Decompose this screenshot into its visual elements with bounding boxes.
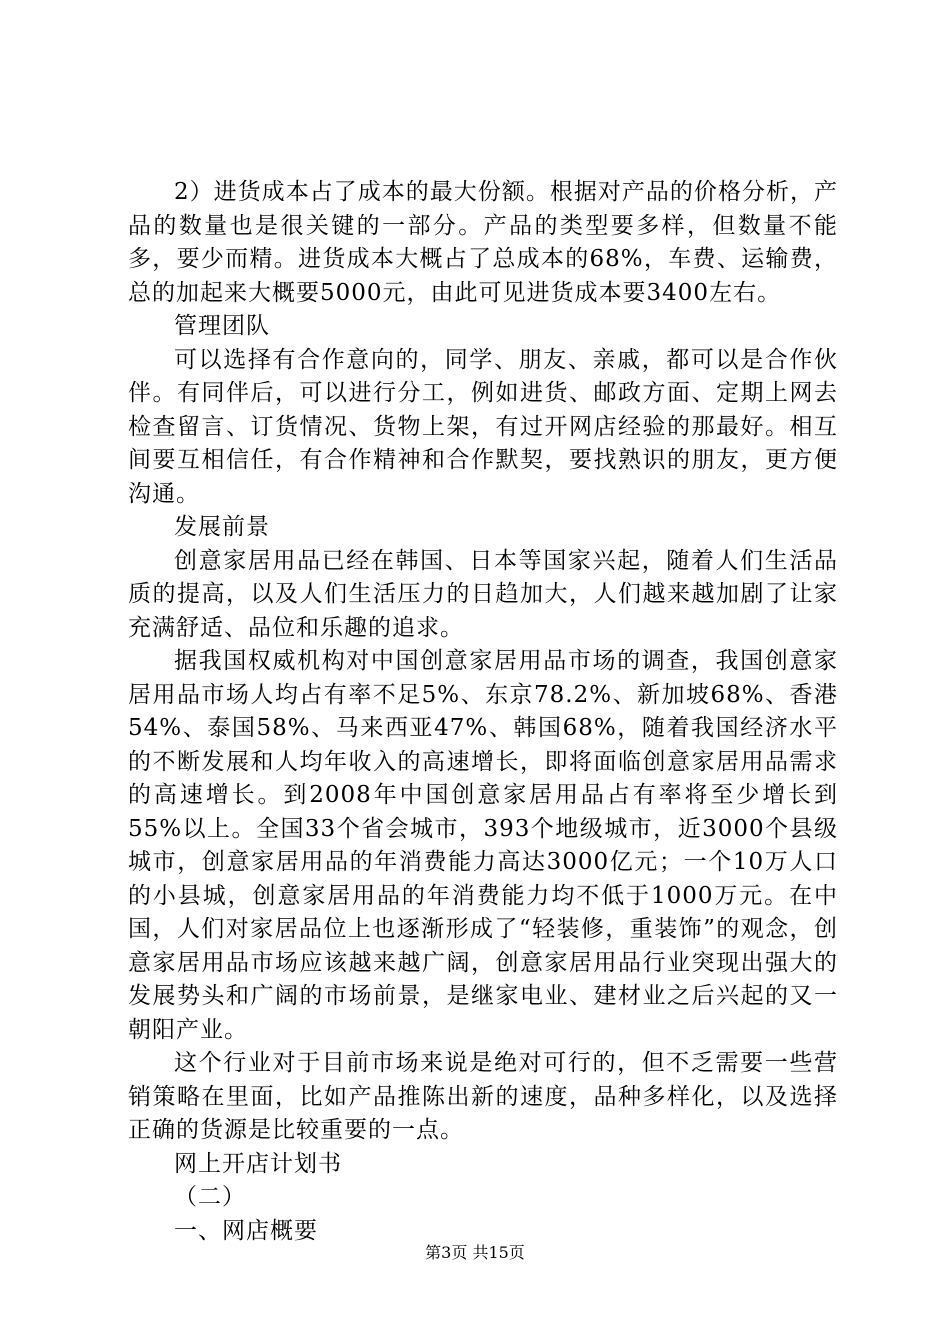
page-number: 第3页 共15页 <box>425 1243 525 1262</box>
page-footer <box>0 1243 950 1263</box>
heading-online-shop-plan: 网上开店计划书 <box>174 1150 342 1177</box>
heading-management-team: 管理团队 <box>174 313 270 339</box>
paragraph-management-team: 可以选择有合作意向的，同学、朋友、亲戚，都可以是合作伙伴。有同伴后，可以进行分工，例如进货、邮政方面、定期上网去检查留言、订货情况、货物上架，有过开网店经验的那最好。相互间要互相信任，有合作精神和合作默契，要找熟识的朋友，更方便沟通。 <box>128 346 838 507</box>
paragraph-prospects-intro: 创意家居用品已经在韩国、日本等国家兴起，随着人们生活品质的提高，以及人们生活压力的日趋加大，人们越来越加剧了让家充满舒适、品位和乐趣的追求。 <box>128 547 838 641</box>
heading-part-two: （二） <box>174 1184 246 1210</box>
heading-development-prospects: 发展前景 <box>174 514 270 540</box>
paragraph-feasibility: 这个行业对于目前市场来说是绝对可行的，但不乏需要一些营销策略在里面，比如产品推陈出新的速度，品种多样化，以及选择正确的货源是比较重要的一点。 <box>128 1050 838 1143</box>
document-body <box>128 176 838 1248</box>
paragraph-market-survey: 据我国权威机构对中国创意家居用品市场的调查，我国创意家居用品市场人均占有率不足5%、东京78.2%、新加坡68%、香港54%、泰国58%、马来西亚47%、韩国68%，随着我国经济水平的不断发展和人均年收入的高速增长，即将面临创意家居用品需求的高速增长。到2008年中国创意家居用品占有率将至少增长到55%以上。全国33个省会城市，393个地级城市，近3000个县级城市，创意家居用品的年消费能力高达3000亿元；一个10万人口的小县城，创意家居用品的年消费能力均不低于1000万元。在中国，人们对家居品位上也逐渐形成了“轻装修，重装饰”的观念，创意家居用品市场应该越来越广阔，创意家居用品行业突现出强大的发展势头和广阔的市场前景，是继家电业、建材业之后兴起的又一朝阳产业。 <box>128 648 838 1043</box>
heading-shop-overview: 一、网店概要 <box>174 1217 318 1244</box>
paragraph-cost-analysis: 2）进货成本占了成本的最大份额。根据对产品的价格分析，产品的数量也是很关键的一部分。产品的类型要多样，但数量不能多，要少而精。进货成本大概占了总成本的68%，车费、运输费，总的加起来大概要5000元，由此可见进货成本要3400左右。 <box>128 179 838 306</box>
